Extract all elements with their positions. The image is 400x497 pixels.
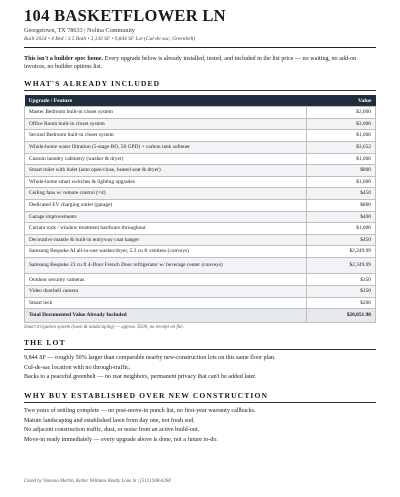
upgrade-feature-cell: Samsung Bespoke AI all-in-one washer/dryer, 5.3 cu ft ventless (conveys) (25, 246, 307, 258)
upgrade-value-cell: $3,000 (307, 118, 376, 130)
upgrade-value-cell: $1,000 (307, 223, 376, 235)
upgrade-row (25, 199, 376, 211)
irrigation-note: Smart irrigation system (lawn & landscaping) — approx. $500, no receipt on file. (24, 325, 184, 331)
why-line: Mature landscaping and established lawn from day one, not fresh sod. (24, 417, 195, 424)
upgrades-table-header (25, 95, 376, 107)
upgrade-row (25, 176, 376, 188)
upgrade-feature-cell: Whole-home water filtration (5-stage RO, 50 GPD) + carbon tank softener (25, 141, 307, 153)
intro-text: Every upgrade below is already installed, tested, and included in the list price — no waiting, no add-on invoices, no builder options list. (24, 56, 357, 70)
upgrade-value-cell: $3,652 (307, 141, 376, 153)
upgrade-feature-cell: Second Bedroom built-in closet system (25, 130, 307, 142)
upgrade-value-cell: $150 (307, 286, 376, 298)
upgrade-value-cell: $1,000 (307, 176, 376, 188)
upgrade-value-cell: $450 (307, 234, 376, 246)
upgrade-feature-cell: Video doorbell camera (25, 286, 307, 298)
upgrade-row (25, 153, 376, 165)
total-row (25, 309, 376, 323)
upgrade-feature-cell: Dedicated EV charging outlet (garage) (25, 199, 307, 211)
lot-heading-rule (24, 349, 376, 350)
upgrade-feature-cell: Ceiling fans w/ remote control (×4) (25, 188, 307, 200)
upgrade-value-cell: $2,349.99 (307, 257, 376, 274)
upgrades-table-body (25, 107, 376, 323)
upgrade-feature-cell: Master Bedroom built-in closet system (25, 107, 307, 119)
intro-paragraph (24, 56, 376, 71)
upgrade-feature-cell: Samsung Bespoke 23 cu ft 4-Door French Door refrigerator w/ beverage center (conveys) (25, 257, 307, 274)
intro-bold-lead: This isn't a builder spec home. (24, 56, 104, 62)
upgrade-feature-cell: Decorative mantle & built-in entryway coat hanger (25, 234, 307, 246)
upgrade-value-cell: $200 (307, 297, 376, 309)
column-header-feature: Upgrade / Feature (25, 95, 307, 107)
upgrade-row (25, 130, 376, 142)
why-line: No adjacent construction traffic, dust, or noise from an active build-out. (24, 427, 200, 434)
upgrade-value-cell: $450 (307, 188, 376, 200)
why-line: Two years of settling complete — no post-move-in punch list, no first-year warranty callbacks. (24, 407, 256, 414)
upgrades-heading-rule (24, 90, 376, 91)
upgrade-value-cell: $1,000 (307, 130, 376, 142)
upgrade-row (25, 257, 376, 274)
property-address-title: 104 BASKETFLOWER LN (24, 6, 226, 25)
upgrade-row (25, 234, 376, 246)
property-details-line: Built 2024 • 4 Bed / 3.5 Bath • 3,130 SF • 9,844 SF Lot (Cul-de-sac, Greenbelt) (24, 36, 196, 42)
lot-description (24, 354, 376, 383)
why-heading-rule (24, 402, 376, 403)
why-description (24, 407, 376, 445)
upgrade-feature-cell: Smart lock (25, 297, 307, 309)
upgrade-row (25, 297, 376, 309)
upgrade-row (25, 141, 376, 153)
upgrade-feature-cell: Smart toilet with bidet (auto open/close, heated seat & dryer) (25, 165, 307, 177)
upgrade-row (25, 223, 376, 235)
upgrade-row (25, 286, 376, 298)
upgrade-row (25, 118, 376, 130)
upgrade-feature-cell: Whole-home smart switches & lighting upgrades (25, 176, 307, 188)
location-line: Georgetown, TX 78633 | Nolina Community (24, 27, 136, 34)
upgrade-row (25, 211, 376, 223)
upgrade-value-cell: $2,000 (307, 107, 376, 119)
upgrade-feature-cell: Custom laundry cabinetry (washer & dryer) (25, 153, 307, 165)
upgrade-feature-cell: Outdoor security cameras (25, 274, 307, 286)
upgrades-heading: WHAT'S ALREADY INCLUDED (24, 79, 161, 89)
listing-agent-footer: Listed by Vanessa Martin, Keller Williams Realty Lone St | (512) 948-6268 (24, 479, 171, 484)
lot-line: Backs to a peaceful greenbelt — no rear neighbors, permanent privacy that can't be added later. (24, 374, 257, 381)
lot-heading: THE LOT (24, 338, 66, 348)
upgrade-feature-cell: Office Room built-in closet system (25, 118, 307, 130)
lot-line: Cul-de-sac location with no through-traffic. (24, 364, 131, 371)
upgrade-value-cell: $350 (307, 274, 376, 286)
upgrade-value-cell: $800 (307, 199, 376, 211)
upgrade-feature-cell: Garage improvements (25, 211, 307, 223)
upgrade-row (25, 246, 376, 258)
upgrade-value-cell: $2,249.99 (307, 246, 376, 258)
upgrade-row (25, 274, 376, 286)
upgrade-row (25, 188, 376, 200)
lot-line: 9,844 SF — roughly 50% larger than comparable nearby new-construction lots on this same floor plan. (24, 355, 276, 362)
total-value: $20,851.98 (307, 309, 376, 323)
upgrade-value-cell: $800 (307, 165, 376, 177)
why-heading: WHY BUY ESTABLISHED OVER NEW CONSTRUCTION (24, 390, 269, 400)
column-header-value: Value (307, 95, 376, 107)
upgrade-value-cell: $1,000 (307, 153, 376, 165)
why-line: Move-in ready immediately — every upgrade above is done, not a future to-do. (24, 436, 218, 443)
upgrade-value-cell: $400 (307, 211, 376, 223)
upgrades-table (24, 95, 376, 323)
upgrade-row (25, 107, 376, 119)
upgrade-row (25, 165, 376, 177)
total-label: Total Documented Value Already Included (25, 309, 307, 323)
header-divider (24, 47, 376, 48)
upgrade-feature-cell: Curtain rods / window treatment hardware throughout (25, 223, 307, 235)
